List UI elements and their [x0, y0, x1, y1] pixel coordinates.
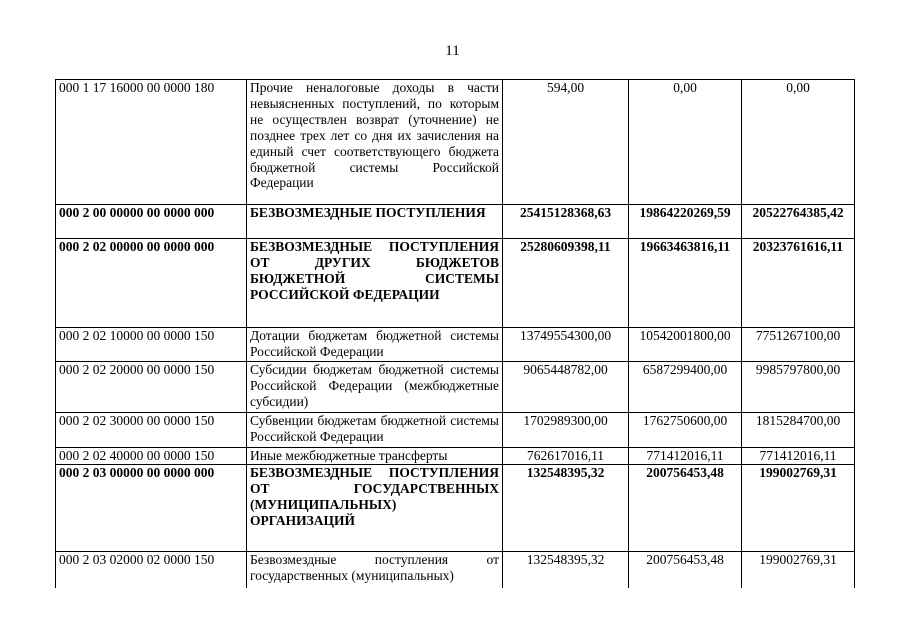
table-row — [56, 362, 855, 413]
revenue-description: Дотации бюджетам бюджетной системы Российской Федерации — [247, 328, 503, 362]
amount-year-3: 20323761616,11 — [742, 239, 855, 328]
table-row — [56, 465, 855, 552]
table-row — [56, 552, 855, 588]
amount-year-1: 1702989300,00 — [503, 413, 629, 448]
budget-code: 000 2 03 00000 00 0000 000 — [56, 465, 247, 552]
budget-code: 000 2 03 02000 02 0000 150 — [56, 552, 247, 588]
amount-year-1: 25415128368,63 — [503, 205, 629, 239]
budget-revenue-table — [55, 79, 855, 588]
table-row — [56, 448, 855, 465]
table-row — [56, 205, 855, 239]
amount-year-2: 771412016,11 — [629, 448, 742, 465]
amount-year-3: 1815284700,00 — [742, 413, 855, 448]
revenue-description: Прочие неналоговые доходы в части невыясненных поступлений, по которым не осуществлен возврат (уточнение) не позднее трех лет со дня их зачисления на единый счет соответствующего бюджета бюджетной системы Российской Федерации — [247, 80, 503, 205]
amount-year-1: 13749554300,00 — [503, 328, 629, 362]
budget-code: 000 2 02 40000 00 0000 150 — [56, 448, 247, 465]
amount-year-2: 19864220269,59 — [629, 205, 742, 239]
budget-code: 000 2 02 10000 00 0000 150 — [56, 328, 247, 362]
revenue-description: БЕЗВОЗМЕЗДНЫЕ ПОСТУПЛЕНИЯ — [247, 205, 503, 239]
amount-year-1: 594,00 — [503, 80, 629, 205]
amount-year-1: 132548395,32 — [503, 552, 629, 588]
budget-code: 000 2 00 00000 00 0000 000 — [56, 205, 247, 239]
budget-code: 000 2 02 00000 00 0000 000 — [56, 239, 247, 328]
amount-year-1: 132548395,32 — [503, 465, 629, 552]
budget-code: 000 1 17 16000 00 0000 180 — [56, 80, 247, 205]
revenue-description: Субвенции бюджетам бюджетной системы Российской Федерации — [247, 413, 503, 448]
revenue-description: Субсидии бюджетам бюджетной системы Российской Федерации (межбюджетные субсидии) — [247, 362, 503, 413]
amount-year-2: 1762750600,00 — [629, 413, 742, 448]
amount-year-3: 20522764385,42 — [742, 205, 855, 239]
amount-year-3: 0,00 — [742, 80, 855, 205]
revenue-description: БЕЗВОЗМЕЗДНЫЕ ПОСТУПЛЕНИЯ ОТ ГОСУДАРСТВЕННЫХ (МУНИЦИПАЛЬНЫХ) ОРГАНИЗАЦИЙ — [247, 465, 503, 552]
revenue-description: Иные межбюджетные трансферты — [247, 448, 503, 465]
page-number: 11 — [445, 43, 460, 59]
table-row — [56, 328, 855, 362]
revenue-description: БЕЗВОЗМЕЗДНЫЕ ПОСТУПЛЕНИЯ ОТ ДРУГИХ БЮДЖЕТОВ БЮДЖЕТНОЙ СИСТЕМЫ РОССИЙСКОЙ ФЕДЕРАЦИИ — [247, 239, 503, 328]
amount-year-3: 199002769,31 — [742, 465, 855, 552]
amount-year-3: 771412016,11 — [742, 448, 855, 465]
amount-year-3: 199002769,31 — [742, 552, 855, 588]
amount-year-2: 19663463816,11 — [629, 239, 742, 328]
budget-code: 000 2 02 20000 00 0000 150 — [56, 362, 247, 413]
table-row — [56, 239, 855, 328]
amount-year-2: 0,00 — [629, 80, 742, 205]
revenue-description: Безвозмездные поступления от государственных (муниципальных) — [247, 552, 503, 588]
amount-year-1: 762617016,11 — [503, 448, 629, 465]
amount-year-3: 9985797800,00 — [742, 362, 855, 413]
amount-year-1: 25280609398,11 — [503, 239, 629, 328]
table-row — [56, 413, 855, 448]
budget-code: 000 2 02 30000 00 0000 150 — [56, 413, 247, 448]
table-row — [56, 80, 855, 205]
amount-year-2: 10542001800,00 — [629, 328, 742, 362]
amount-year-1: 9065448782,00 — [503, 362, 629, 413]
amount-year-3: 7751267100,00 — [742, 328, 855, 362]
amount-year-2: 200756453,48 — [629, 552, 742, 588]
amount-year-2: 200756453,48 — [629, 465, 742, 552]
amount-year-2: 6587299400,00 — [629, 362, 742, 413]
